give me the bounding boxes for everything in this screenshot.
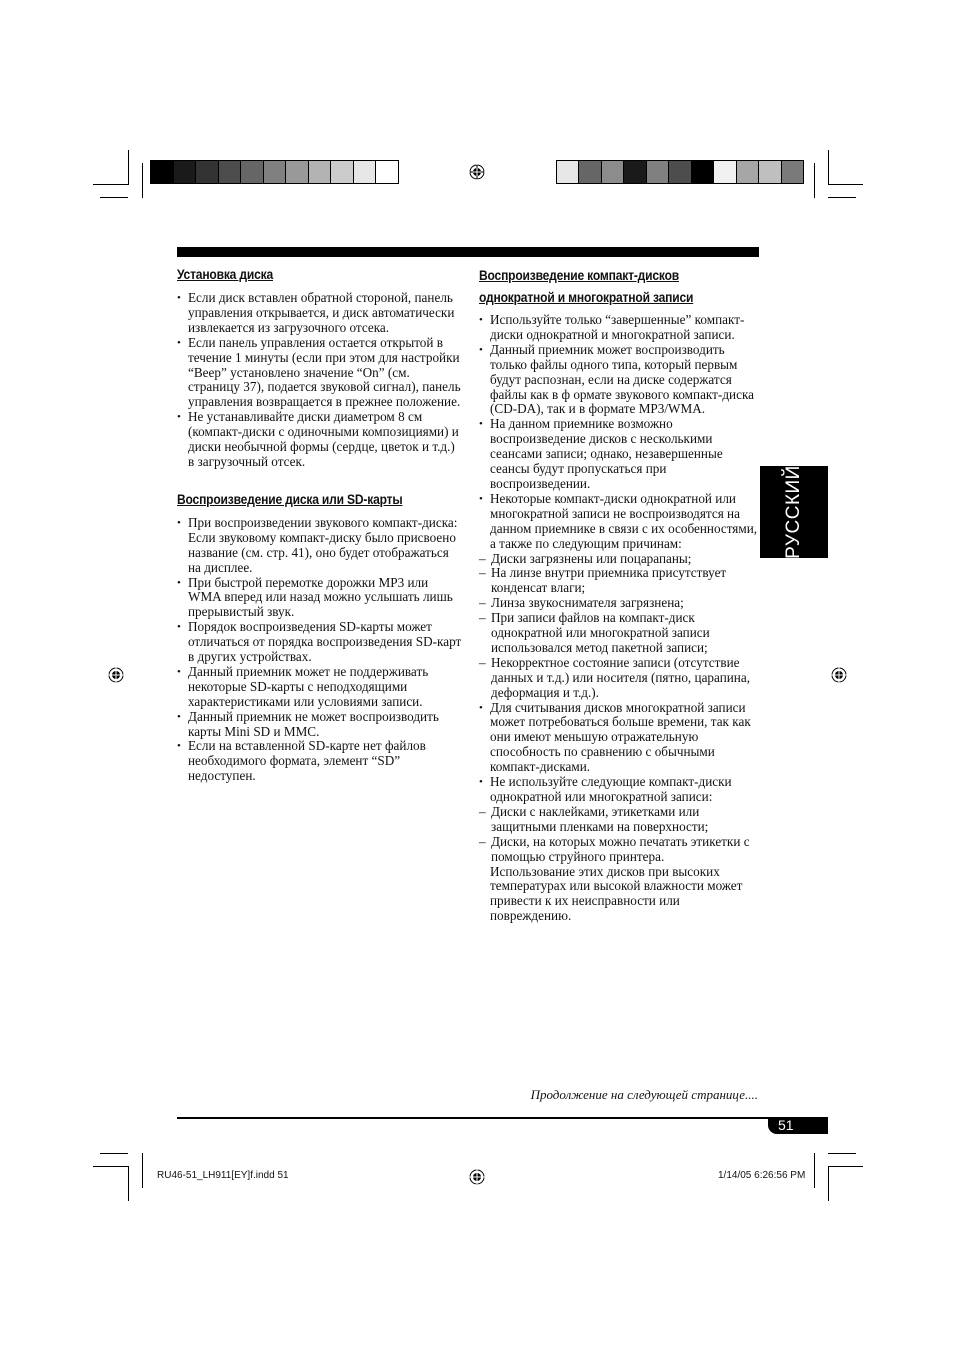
cdr-rw-list-cont (479, 701, 763, 805)
color-swatch (219, 161, 242, 183)
continue-note: Продолжение на следующей странице.... (530, 1087, 758, 1102)
dash-item: – При записи файлов на компакт-диск однократной или многократной записи использовался метод пакетной записи; (479, 611, 763, 656)
color-swatch (714, 161, 736, 183)
color-swatch (264, 161, 287, 183)
color-bar-right (556, 160, 804, 184)
cdr-rw-list (479, 313, 763, 552)
reasons-list (479, 552, 763, 701)
list-item: • Если на вставленной SD-карте нет файлов необходимого формата, элемент “SD” недоступен. (177, 739, 462, 784)
list-item: • На данном приемнике возможно воспроизведение дисков с несколькими сеансами записи; однако, незавершенные сеансы будут пропускаться при воспроизведении. (479, 417, 763, 492)
registration-mark-icon (469, 1169, 485, 1185)
color-swatch (196, 161, 219, 183)
color-swatch (624, 161, 646, 183)
avoid-discs-list (479, 805, 763, 865)
section-title-line-1: Воспроизведение компакт-дисков (479, 268, 679, 283)
color-swatch (331, 161, 354, 183)
color-swatch (692, 161, 714, 183)
list-item: • Используйте только “завершенные” компакт-диски однократной и многократной записи. (479, 313, 763, 343)
section-title-playback: Воспроизведение диска или SD-карты (177, 491, 403, 507)
list-item-text: Некоторые компакт-диски однократной или многократной записи не воспроизводятся на данном приемнике в связи с их особенностями, а также по следующим причинам: (490, 490, 758, 551)
footer-rule (177, 1117, 828, 1119)
dash-item: – Диски загрязнены или поцарапаны; (479, 552, 763, 567)
color-swatch (376, 161, 398, 183)
color-swatch (782, 161, 803, 183)
slug-timestamp: 1/14/05 6:26:56 PM (718, 1170, 806, 1181)
color-swatch (579, 161, 601, 183)
color-swatch (737, 161, 759, 183)
dash-item: – Диски с наклейками, этикетками или защитными пленками на поверхности; (479, 805, 763, 835)
list-item: • Данный приемник может воспроизводить только файлы одного типа, который первым будут распознан, если на диске содержатся файлы как в ф ормате звукового компакт-диска (CD-DA), так и в формате MP3/WMA. (479, 343, 763, 418)
list-item: • При быстрой перемотке дорожки MP3 или WMA вперед или назад можно услышать лишь прерывистый звук. (177, 576, 462, 621)
color-swatch (602, 161, 624, 183)
color-bar-left (150, 160, 399, 184)
color-swatch (759, 161, 781, 183)
playback-list (177, 516, 462, 784)
list-item: • Данный приемник может не поддерживать некоторые SD-карты с неподходящими характеристиками или условиями записи. (177, 665, 462, 710)
dash-item: – Некорректное состояние записи (отсутствие данных и т.д.) или носителя (пятно, царапина, деформация и т.д.). (479, 656, 763, 701)
list-item: • Не используйте следующие компакт-диски однократной или многократной записи: (479, 775, 763, 805)
language-tab-label: РУССКИЙ (783, 465, 804, 559)
list-item: • При воспроизведении звукового компакт-диска: Если звуковому компакт-диску было присвоено название (см. стр. 41), оно будет отображаться на дисплее. (177, 516, 462, 576)
list-item: • Если панель управления остается открытой в течение 1 минуты (если при этом для настройки “Beep” установлено значение “On” (см. страницу 37), подается звуковой сигнал), панель управления возвращается в прежнее положение. (177, 336, 462, 411)
section-title-cdr-rw (479, 265, 735, 309)
color-swatch (241, 161, 264, 183)
language-tab (760, 466, 828, 558)
color-swatch (286, 161, 309, 183)
warning-note: Использование этих дисков при высоких температурах или высокой влажности может привести к их неисправности или повреждению. (490, 863, 743, 924)
disc-insert-list (177, 291, 462, 470)
list-item (479, 492, 763, 552)
registration-mark-icon (831, 667, 847, 683)
list-item: • Для считывания дисков многократной записи может потребоваться больше времени, так как они имеют меньшую отражательную способность по сравнению с обычными компакт-дисками. (479, 701, 763, 776)
list-item: • Не устанавливайте диски диаметром 8 см (компакт-диски с одиночными композициями) и диски необычной формы (сердце, цветок и т.д.) в загрузочный отсек. (177, 410, 462, 470)
right-column (479, 265, 763, 924)
dash-item: – На линзе внутри приемника присутствует конденсат влаги; (479, 566, 763, 596)
dash-item: – Линза звукоснимателя загрязнена; (479, 596, 763, 611)
section-title-line-2: однократной и многократной записи (479, 290, 694, 305)
list-item: • Данный приемник не может воспроизводить карты Mini SD и MMC. (177, 710, 462, 740)
registration-mark-icon (108, 667, 124, 683)
color-swatch (309, 161, 332, 183)
list-item: • Порядок воспроизведения SD-карты может отличаться от порядка воспроизведения SD-карт в других устройствах. (177, 620, 462, 665)
dash-item: – Диски, на которых можно печатать этикетки с помощью струйного принтера. (479, 835, 763, 865)
color-swatch (174, 161, 197, 183)
color-swatch (151, 161, 174, 183)
section-title-disc-insert: Установка диска (177, 267, 273, 282)
header-rule (177, 247, 759, 257)
left-column (177, 265, 462, 784)
color-swatch (557, 161, 579, 183)
color-swatch (647, 161, 669, 183)
list-item: • Если диск вставлен обратной стороной, панель управления открывается, и диск автоматически извлекается из загрузочного отсека. (177, 291, 462, 336)
color-swatch (354, 161, 377, 183)
registration-mark-icon (469, 164, 485, 180)
page-number: 51 (768, 1117, 828, 1134)
slug-filename: RU46-51_LH911[EY]f.indd 51 (157, 1170, 289, 1181)
color-swatch (669, 161, 691, 183)
